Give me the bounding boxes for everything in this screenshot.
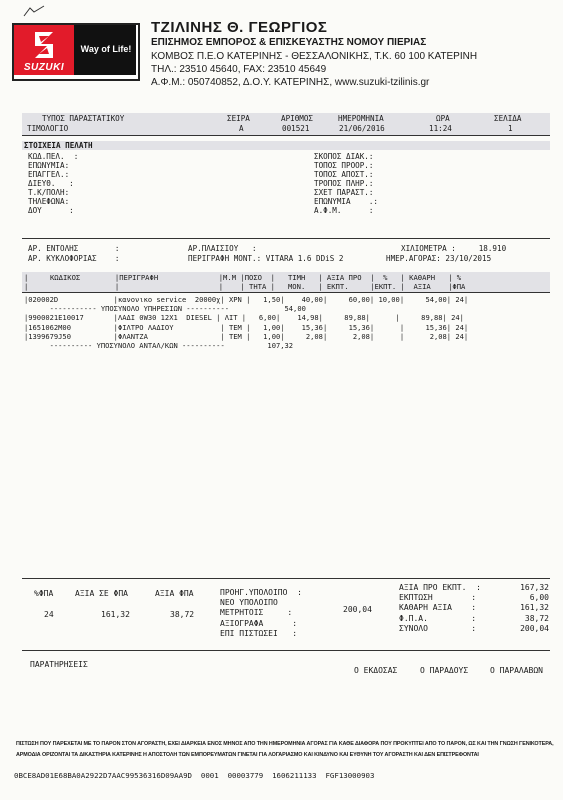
doc-page-value: 1: [508, 124, 513, 133]
totals-value: 6,00: [529, 593, 549, 603]
items-table: [24, 295, 468, 350]
vehicle-divider: [22, 238, 550, 239]
customer-field-label: ΣΧΕΤ ΠΑΡΑΣΤ.:: [314, 188, 374, 197]
totals-label: ΑΞΙΑ ΠΡΟ ΕΚΠΤ. :: [399, 583, 481, 592]
table-row: ----------- ΥΠΟΣΥΝΟΛΟ ΥΠΗΡΕΣΙΩΝ ---------- 54,00: [24, 304, 306, 314]
doc-type-value: ΤΙΜΟΛΟΓΙΟ: [27, 124, 69, 133]
totals-value: 161,32: [520, 603, 549, 613]
model-description-field: ΠΕΡΙΓΡΑΦΗ ΜΟΝΤ.: VITARA 1.6 DDiS 2: [188, 254, 344, 263]
issuer-signature-label: Ο ΕΚΔΟΣΑΣ: [354, 666, 398, 675]
totals-value: 200,04: [520, 623, 549, 633]
chassis-number-field: ΑΡ.ΠΛΑΙΣΙΟΥ :: [188, 244, 257, 253]
customer-field-label: ΤΟΠΟΣ ΑΠΟΣΤ.:: [314, 170, 374, 179]
customer-field-label: ΕΠΑΓΓΕΛ.:: [28, 170, 70, 179]
fiscal-code-line: 0BCE8AD01E68BA0A2922D7AAC99536316D09AA9D 0001 00003779 1606211133 FGF13000903: [14, 771, 375, 780]
table-row: |1399679J50 |ΦΛΑΝΤΖΑ | ΤΕΜ | 1,00| 2,08| 2,08| | 2,08| 24|: [24, 331, 469, 341]
customer-field-label: ΕΠΩΝΥΜΙΑ:: [28, 161, 70, 170]
doc-date-value: 21/06/2016: [339, 124, 385, 133]
company-line-3: ΤΗΛ.: 23510 45640, FAX: 23510 45649: [151, 64, 327, 75]
doc-time-value: 11:24: [429, 124, 452, 133]
customer-field-label: ΤΟΠΟΣ ΠΡΟΟΡ.:: [314, 161, 374, 170]
company-name: ΤΖΙΛΙΝΗΣ Θ. ΓΕΩΡΓΙΟΣ: [151, 19, 328, 36]
customer-field-label: ΤΡΟΠΟΣ ΠΛΗΡ.:: [314, 179, 374, 188]
logo-brand-text: SUZUKI: [23, 62, 65, 73]
legal-notice-line-1: ΠΙΣΤΩΣΗ ΠΟΥ ΠΑΡΕΧΕΤΑΙ ΜΕ ΤΟ ΠΑΡΟΝ ΣΤΟΝ ΑΓΟΡΑΣΤΗ, ΕΧΕΙ ΔΙΑΡΚΕΙΑ ΕΝΟΣ ΜΗΝΟΣ ΑΠΟ ΤΗΝ ΗΜΕΡΟΜΗΝΙΑ ΑΓΟΡΑΣ ΓΙΑ ΚΑΘΕ ΔΙΑΦΟΡΑ ΠΟΥ ΠΡΟΚΥΠΤΕΙ ΑΠΟ ΤΟ ΠΑΡΟΝ, ΩΣ ΚΑΙ ΤΗΝ ΓΝΩΣΗ ΓΕΝΙΚΟΤΕΡΑ,: [16, 741, 554, 747]
corner-check-mark: [22, 4, 46, 18]
vat-base-value: 161,32: [101, 610, 130, 619]
table-row: |1651062M00 |ΦΙΛΤΡΟ ΛΑΔΙΟΥ | ΤΕΜ | 1,00| 15,36| 15,36| | 15,36| 24|: [24, 322, 469, 332]
customer-field-label: ΚΩΔ.ΠΕΛ. :: [28, 152, 79, 161]
vat-amount-value: 38,72: [170, 610, 195, 619]
totals-label: ΣΥΝΟΛΟ :: [399, 623, 477, 633]
balance-label: ΑΞΙΟΓΡΑΦΑ :: [220, 618, 298, 628]
customer-field-label: ΔΙΕΥΘ. :: [28, 179, 74, 188]
vat-base-header: ΑΞΙΑ ΣΕ ΦΠΑ: [75, 589, 128, 598]
items-header-line-2: | | | | ΤΗΤΑ | ΜΟΝ. | ΕΚΠΤ. |ΕΚΠΤ. | ΑΞΙΑ |ΦΠΑ: [24, 282, 466, 291]
balance-label: ΠΡΟΗΓ.ΥΠΟΛΟΙΠΟ :: [220, 588, 302, 597]
totals-row: [399, 593, 549, 603]
balance-label: ΝΕΟ ΥΠΟΛΟΙΠΟ: [220, 598, 278, 608]
customer-field-label: Α.Φ.Μ. :: [314, 206, 374, 215]
items-header-line-1: | ΚΩΔΙΚΟΣ |ΠΕΡΙΓΡΑΦΗ |Μ.Μ |ΠΟΣΟ | ΤΙΜΗ | ΑΞΙΑ ΠΡΟ | % | ΚΑΘΑΡΗ | %: [24, 273, 462, 282]
totals-row: [399, 624, 549, 634]
company-line-2: ΚΟΜΒΟΣ Π.Ε.Ο ΚΑΤΕΡΙΝΗΣ - ΘΕΣΣΑΛΟΝΙΚΗΣ, Τ.Κ. 60 100 ΚΑΤΕΡΙΝΗ: [151, 51, 478, 62]
customer-field-label: Τ.Κ/ΠΟΛΗ:: [28, 188, 70, 197]
customer-title-band: [22, 141, 550, 150]
customer-field-label: ΔΟΥ :: [28, 206, 74, 215]
doc-info-divider: [22, 135, 550, 136]
totals-row: [399, 603, 549, 613]
totals-label: ΕΚΠΤΩΣΗ :: [399, 593, 477, 603]
customer-section-title: ΣΤΟΙΧΕΙΑ ΠΕΛΑΤΗ: [24, 141, 93, 150]
vat-rate-header: %ΦΠΑ: [34, 589, 54, 598]
totals-row: [399, 583, 549, 593]
totals-label: ΚΑΘΑΡΗ ΑΞΙΑ :: [399, 603, 477, 613]
remarks-label: ΠΑΡΑΤΗΡΗΣΕΙΣ: [30, 660, 88, 669]
company-line-4: Α.Φ.Μ.: 050740852, Δ.Ο.Υ. ΚΑΤΕΡΙΝΗΣ, www.suzuki-tzilinis.gr: [151, 77, 430, 88]
customer-left-fields: [28, 152, 78, 215]
company-line-1: ΕΠΙΣΗΜΟΣ ΕΜΠΟΡΟΣ & ΕΠΙΣΚΕΥΑΣΤΗΣ ΝΟΜΟΥ ΠΙΕΡΙΑΣ: [151, 37, 427, 48]
vat-rate-value: 24: [44, 610, 54, 619]
items-header-divider: [22, 292, 550, 293]
receiver-signature-label: Ο ΠΑΡΑΛΑΒΩΝ: [490, 666, 543, 675]
customer-field-label: ΤΗΛΕΦΩΝΑ:: [28, 197, 70, 206]
totals-block: [399, 583, 549, 634]
customer-field-label: ΕΠΩΝΥΜΙΑ .:: [314, 197, 379, 206]
plate-number-field: ΑΡ. ΚΥΚΛΟΦΟΡΙΑΣ :: [28, 254, 120, 263]
balance-label: ΜΕΤΡΗΤΟΙΣ :: [220, 608, 293, 618]
doc-number-label: ΑΡΙΘΜΟΣ: [281, 114, 314, 123]
doc-series-value: Α: [239, 124, 244, 133]
doc-time-label: ΩΡΑ: [436, 114, 450, 123]
doc-number-value: 001521: [282, 124, 310, 133]
customer-field-label: ΣΚΟΠΟΣ ΔΙΑΚ.:: [314, 152, 374, 161]
table-row: |9900021E10017 |ΛΑΔΙ 0W30 12X1 DIESEL | ΛΙΤ | 6,00| 14,98| 89,88| | 89,88| 24|: [24, 313, 464, 323]
doc-date-label: ΗΜΕΡΟΜΗΝΙΑ: [338, 114, 384, 123]
doc-page-label: ΣΕΛΙΔΑ: [494, 114, 522, 123]
doc-series-label: ΣΕΙΡΑ: [227, 114, 250, 123]
summary-divider: [22, 578, 550, 579]
totals-row: [399, 614, 549, 624]
customer-right-fields: [314, 152, 378, 215]
order-number-field: ΑΡ. ΕΝΤΟΛΗΣ :: [28, 244, 120, 253]
logo-slogan-text: Way of Life!: [80, 44, 132, 54]
deliverer-signature-label: Ο ΠΑΡΑΔΟΥΣ: [420, 666, 469, 675]
purchase-date-field: ΗΜΕΡ.ΑΓΟΡΑΣ: 23/10/2015: [386, 254, 492, 263]
totals-value: 38,72: [524, 613, 549, 623]
vat-amount-header: ΑΞΙΑ ΦΠΑ: [155, 589, 194, 598]
doc-type-label: ΤΥΠΟΣ ΠΑΡΑΣΤΑΤΙΚΟΥ: [42, 114, 125, 123]
footer-divider: [22, 650, 550, 651]
cash-amount: 200,04: [343, 605, 372, 614]
table-row: ---------- ΥΠΟΣΥΝΟΛΟ ΑΝΤΑΛ/ΚΩΝ ---------- 107,32: [24, 341, 294, 351]
totals-value: 167,32: [520, 583, 549, 592]
legal-notice-line-2: ΑΡΜΟΔΙΑ ΟΡΙΖΟΝΤΑΙ ΤΑ ΔΙΚΑΣΤΗΡΙΑ ΚΑΤΕΡΙΝΗΣ Η ΑΠΟΣΤΟΛΗ ΤΩΝ ΕΜΠΟΡΕΥΜΑΤΩΝ ΓΙΝΕΤΑΙ ΓΙΑ ΛΟΓΑΡΙΑΣΜΟ ΚΑΙ ΚΙΝΔΥΝΟ ΚΑΙ ΕΥΘΥΝΗ ΤΟΥ ΑΓΟΡΑΣΤΗ ΚΑΙ ΔΕΝ ΕΠΙΣΤΡΕΦΟΝΤΑΙ: [16, 752, 479, 758]
balance-label: ΕΠΙ ΠΙΣΤΩΣΕΙ :: [220, 628, 298, 638]
table-row: |020002D |κανονικο service 20000χ| ΧΡΝ | 1,50| 40,00| 60,00| 10,00| 54,00| 24|: [24, 295, 469, 304]
balance-block: [220, 588, 302, 639]
kilometers-field: ΧΙΛΙΟΜΕΤΡΑ : 18.910: [401, 244, 507, 253]
totals-label: Φ.Π.Α. :: [399, 613, 477, 623]
suzuki-s-icon: [27, 30, 61, 60]
